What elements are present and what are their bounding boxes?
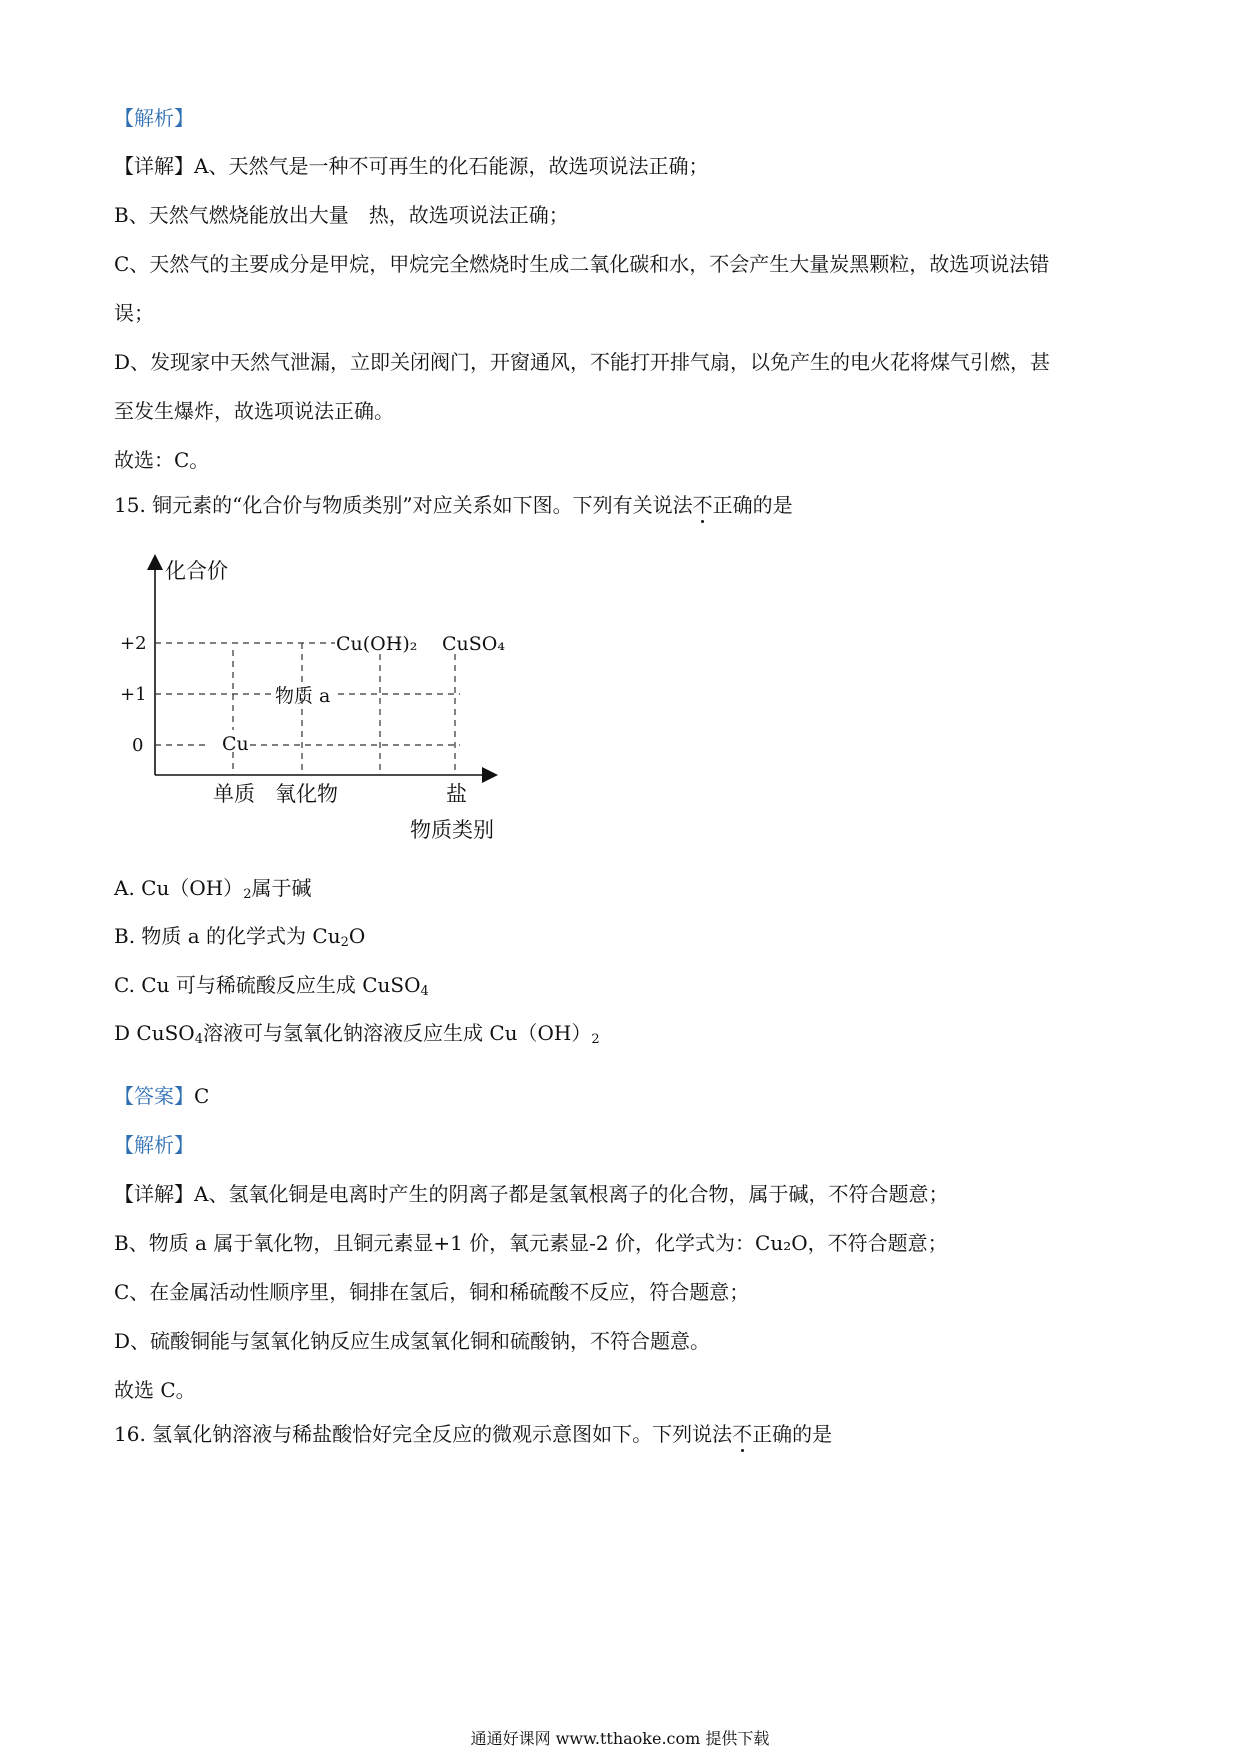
category-oxide: 氧化物 <box>275 782 338 806</box>
tick-plus2: +2 <box>120 633 147 654</box>
valence-category-chart <box>110 550 510 850</box>
detail-line-a <box>114 153 708 179</box>
q16-stem <box>114 1421 832 1447</box>
detail-line-d2: 至发生爆炸，故选项说法正确。 <box>114 399 394 423</box>
q15-stem-emphasis: 不 <box>692 493 713 517</box>
q15-stem-before: 15. 铜元素的“化合价与物质类别”对应关系如下图。下列有关说法 <box>114 493 693 517</box>
y-axis-label: 化合价 <box>165 559 228 583</box>
option-a-sub: 2 <box>243 887 252 902</box>
point-label-cu: Cu <box>222 733 249 755</box>
option-c-sub: 4 <box>420 984 429 999</box>
q15-detail-c: C、在金属活动性顺序里，铜排在氢后，铜和稀硫酸不反应，符合题意； <box>114 1280 750 1304</box>
q15-detail-a <box>114 1181 948 1207</box>
q15-stem <box>114 492 793 518</box>
q15-detail-tag: 【详解】 <box>114 1182 194 1206</box>
page-footer: 通通好课网 www.tthaoke.com 提供下载 <box>470 1729 770 1748</box>
option-a-post: 属于碱 <box>251 876 312 900</box>
q15-detail-d: D、硫酸铜能与氢氧化钠反应生成氢氧化铜和硫酸钠，不符合题意。 <box>114 1329 711 1353</box>
point-label-substance-a: 物质 a <box>275 685 331 707</box>
q16-stem-emphasis: 不 <box>732 1422 753 1446</box>
detail-a-text: A、天然气是一种不可再生的化石能源，故选项说法正确； <box>194 154 709 178</box>
detail-line-c2: 误； <box>114 301 154 325</box>
detail-line-b: B、天然气燃烧能放出大量 热，故选项说法正确； <box>114 203 569 227</box>
q15-detail-b: B、物质 a 属于氧化物，且铜元素显+1 价，氧元素显-2 价，化学式为：Cu₂O，不符合题意； <box>114 1231 948 1255</box>
tick-zero: 0 <box>132 735 144 756</box>
option-d-pre: D CuSO <box>114 1021 195 1045</box>
option-b-post: O <box>348 924 366 948</box>
answer-tag: 【答案】 <box>114 1084 194 1108</box>
option-a <box>114 875 311 901</box>
choice-line: 故选：C。 <box>114 448 210 472</box>
detail-tag: 【详解】 <box>114 154 194 178</box>
option-c <box>114 972 429 998</box>
option-c-pre: C. Cu 可与稀硫酸反应生成 CuSO <box>114 973 421 997</box>
point-label-cuoh2: Cu(OH)₂ <box>336 633 418 655</box>
detail-line-c1: C、天然气的主要成分是甲烷，甲烷完全燃烧时生成二氧化碳和水，不会产生大量炭黑颗粒，故选项说法错 <box>114 252 1050 276</box>
option-d <box>114 1020 600 1046</box>
q16-stem-after: 正确的是 <box>752 1422 833 1446</box>
option-b-pre: B. 物质 a 的化学式为 Cu <box>114 924 341 948</box>
answer-value: C <box>194 1084 210 1108</box>
option-d-sub: 4 <box>194 1032 203 1047</box>
detail-line-d1: D、发现家中天然气泄漏，立即关闭阀门，开窗通风，不能打开排气扇，以免产生的电火花将煤气引燃，甚 <box>114 350 1051 374</box>
x-axis-label: 物质类别 <box>410 818 494 842</box>
category-salt: 盐 <box>446 782 467 806</box>
point-label-cuso4: CuSO₄ <box>442 633 505 655</box>
dashed-grid <box>155 643 460 775</box>
answer-line <box>114 1083 209 1109</box>
option-d-mid: 溶液可与氢氧化钠溶液反应生成 Cu（OH） <box>202 1021 592 1045</box>
category-elemental: 单质 <box>213 782 255 806</box>
analysis-tag: 【解析】 <box>114 106 194 130</box>
option-a-pre: A. Cu（OH） <box>114 876 244 900</box>
option-b <box>114 923 365 949</box>
option-b-sub: 2 <box>340 935 349 950</box>
q15-stem-after: 正确的是 <box>712 493 793 517</box>
q15-detail-a-text: A、氢氧化铜是电离时产生的阴离子都是氢氧根离子的化合物，属于碱，不符合题意； <box>194 1182 949 1206</box>
tick-plus1: +1 <box>120 684 147 705</box>
option-d-sub2: 2 <box>591 1032 600 1047</box>
q15-choice: 故选 C。 <box>114 1378 196 1402</box>
q15-analysis-tag: 【解析】 <box>114 1133 194 1157</box>
q16-stem-before: 16. 氢氧化钠溶液与稀盐酸恰好完全反应的微观示意图如下。下列说法 <box>114 1422 733 1446</box>
